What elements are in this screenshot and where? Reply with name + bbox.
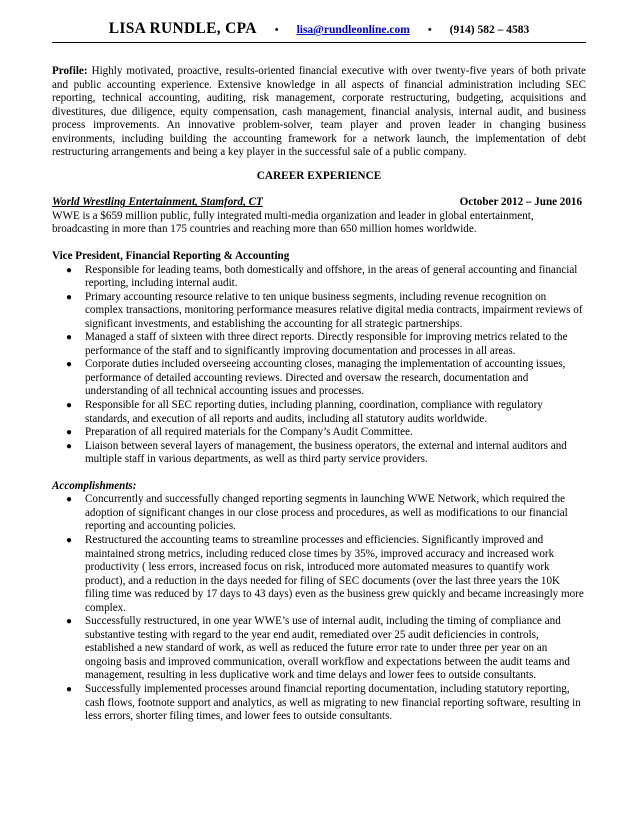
- bullet-item: [52, 683, 586, 724]
- bullet-text: Primary accounting resource relative to ten unique business segments, including revenue recognition on complex transactions, monitoring performance measures relative digital media contracts, impairment reviews of significant investments, and establishing the accounting for all strategic partnerships.: [85, 290, 583, 330]
- profile-text: Highly motivated, proactive, results-oriented financial executive with over twenty-five years of both private and public accounting experience. Extensive knowledge in all aspects of financial administration including SEC reporting, technical accounting, auditing, risk management, corporate restructuring, budgeting, acquisitions and divestitures, due diligence, equity compensation, cash management, financial analysis, internal audit, and business process improvements. An innovative problem-solver, team player and proven leader in changing business environments, including building the accounting framework for a network launch, the implementation of debt restructuring arrangements and being a key player in the successful sale of a public company.: [52, 65, 586, 159]
- employer-name: World Wrestling Entertainment, Stamford, CT: [52, 196, 263, 209]
- bullet-item: [52, 358, 586, 399]
- accomplishments-title: Accomplishments:: [52, 479, 137, 492]
- role-bullet-list: [52, 264, 586, 467]
- bullet-dot-icon: ●: [66, 616, 73, 628]
- bullet-item: [52, 493, 586, 534]
- role-title: Vice President, Financial Reporting & Accounting: [52, 250, 290, 263]
- bullet-text: Corporate duties included overseeing accounting closes, managing the implementation of accounting issues, performance of detailed accounting reviews. Directed and oversaw the research, documentation and understanding of all technical accounting issues and processes.: [85, 358, 566, 398]
- employer-row: [52, 196, 586, 210]
- bullet-text: Responsible for leading teams, both domestically and offshore, in the areas of general accounting and financial reporting, including internal audit.: [85, 263, 578, 290]
- bullet-dot-icon: ●: [66, 264, 73, 276]
- bullet-text: Successfully implemented processes around financial reporting documentation, including statutory reporting, cash flows, footnote support and analytics, as well as migrating to new financial reporting software, resulting in less errors, shorter filing times, and lower fees to outside consultants.: [85, 682, 581, 723]
- bullet-dot-icon: ●: [66, 332, 73, 344]
- candidate-name: LISA RUNDLE, CPA: [108, 20, 257, 37]
- bullet-dot-icon: ●: [66, 400, 73, 412]
- bullet-text: Responsible for all SEC reporting duties, including planning, coordination, compliance with regulatory standards, and execution of all reports and audits, including all statutory audits worldwide.: [85, 399, 543, 425]
- bullet-dot-icon: ●: [66, 494, 73, 506]
- employment-dates: October 2012 – June 2016: [459, 196, 582, 209]
- profile-label: Profile:: [52, 65, 88, 77]
- bullet-dot-icon: ●: [66, 359, 73, 371]
- bullet-text: Successfully restructured, in one year WWE’s use of internal audit, including the timing of compliance and substantive testing with regard to the year end audit, remediated over 25 audit deficiencies in controls, established a new standard of work, as well as reduced the future error rate to under three per year on an ongoing basis and improved communication, overall workflow and expectations between the audit teams and management, resulting in less duplicative work and time delays and lower fees to outside consultants.: [85, 615, 570, 682]
- bullet-item: [52, 331, 586, 358]
- bullet-dot-icon: ●: [66, 534, 73, 546]
- bullet-item: [52, 264, 586, 291]
- bullet-text: Preparation of all required materials for the Company’s Audit Committee.: [85, 426, 413, 439]
- bullet-item: [52, 615, 586, 683]
- career-section-title: CAREER EXPERIENCE: [256, 169, 382, 182]
- accomplishments-list: [52, 493, 586, 723]
- bullet-text: Managed a staff of sixteen with three direct reports. Directly responsible for improving metrics related to the performance of the staff and to significantly improving documentation and processes in all areas.: [85, 331, 568, 357]
- bullet-dot-icon: ●: [66, 440, 73, 452]
- bullet-dot-icon: ●: [66, 683, 73, 695]
- bullet-item: [52, 426, 586, 440]
- bullet-item: [52, 291, 586, 332]
- bullet-dot-icon: ●: [66, 427, 73, 439]
- bullet-text: Liaison between several layers of management, the business operators, the external and internal auditors and multiple staff in various departments, as well as third party service providers.: [85, 439, 567, 466]
- profile-section: [52, 65, 586, 160]
- bullet-item: [52, 399, 586, 426]
- email-link[interactable]: lisa@rundleonline.com: [296, 24, 410, 36]
- bullet-item: [52, 534, 586, 615]
- bullet-text: Concurrently and successfully changed reporting segments in launching WWE Network, which required the adoption of significant changes in our close process and procedures, as well as modifications to our financial reporting and accounting policies.: [85, 493, 568, 533]
- bullet-text: Restructured the accounting teams to streamline processes and efficiencies. Significantly improved and maintained strong metrics, including reduced close times by 35%, improved accuracy and increased work productivity ( less errors, increased focus on risk, introduced more automated measures to quantify work product), and a reduction in the days needed for filing of SEC documents (over the last three years the 10K filing time was reduced by 17 days to 43 days) even as the business grew quickly and became increasingly more complex.: [85, 533, 584, 614]
- bullet-dot-icon: ●: [66, 291, 73, 303]
- phone-number: (914) 582 – 4583: [449, 24, 530, 36]
- header-separator: •: [427, 24, 432, 36]
- bullet-item: [52, 440, 586, 467]
- company-description: WWE is a $659 million public, fully integrated multi-media organization and leader in global entertainment, broadcasting in more than 175 countries and reaching more than 650 million homes worldwide.: [52, 209, 534, 236]
- header-separator: •: [274, 24, 279, 36]
- resume-header: [52, 20, 586, 43]
